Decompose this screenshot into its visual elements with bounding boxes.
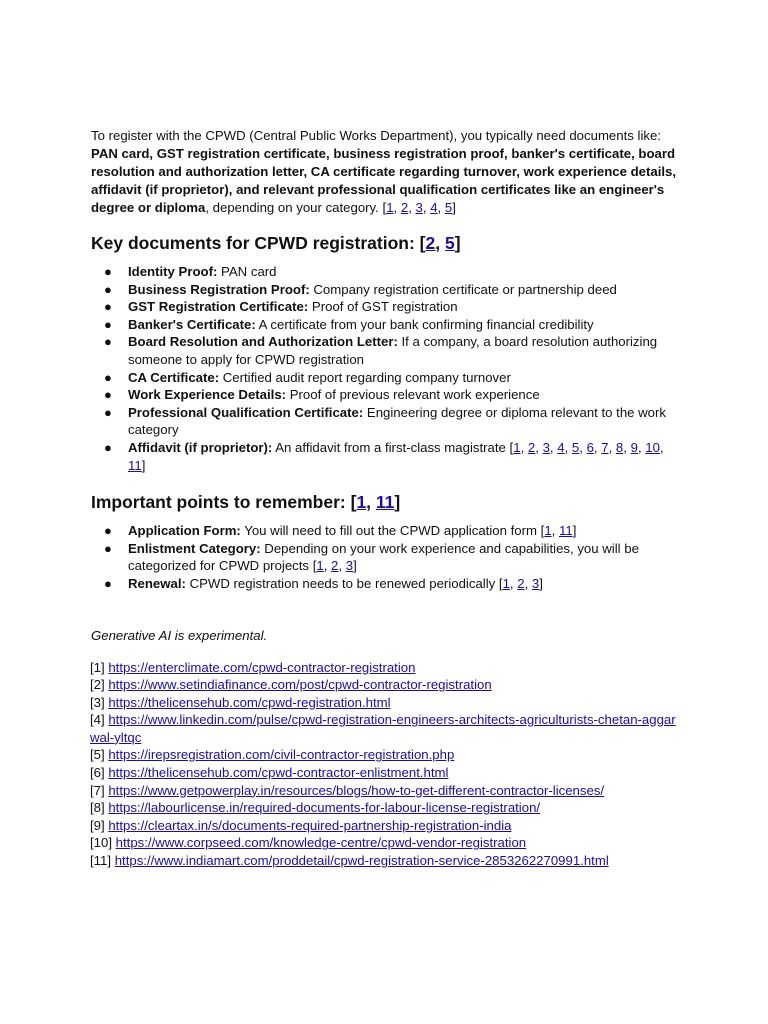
- citation-bracket: ]: [394, 492, 401, 513]
- important-points-list: [91, 522, 681, 592]
- bullet-icon: ●: [104, 281, 112, 297]
- citation-link[interactable]: 4: [430, 200, 438, 215]
- list-item-text: Engineering degree or diploma relevant to the work category: [128, 404, 666, 438]
- list-item: [91, 369, 681, 387]
- list-item-label: CA Certificate:: [128, 369, 220, 385]
- reference-link[interactable]: https://thelicensehub.com/cpwd-contractor-enlistment.html: [108, 765, 449, 781]
- reference-link[interactable]: https://thelicensehub.com/cpwd-registration.html: [108, 694, 391, 710]
- citation-link[interactable]: 2: [331, 558, 339, 574]
- list-item: [91, 386, 681, 404]
- citation-link[interactable]: 3: [415, 200, 423, 215]
- bullet-icon: ●: [104, 439, 112, 455]
- reference-link[interactable]: https://www.linkedin.com/pulse/cpwd-registration-engineers-architects-agriculturists-chetan-aggarwal-yltqc: [90, 712, 676, 745]
- bullet-icon: ●: [104, 575, 112, 591]
- list-item-label: Business Registration Proof:: [128, 281, 310, 297]
- citation-link[interactable]: 1: [316, 558, 324, 574]
- list-item: [91, 263, 681, 281]
- reference-number: [11]: [90, 853, 112, 869]
- bullet-icon: ●: [104, 316, 112, 332]
- list-item: [91, 333, 681, 368]
- intro-bold-list: PAN card, GST registration certificate, business registration proof, banker's certificate, board resolution and authorization letter, CA certificate regarding turnover, work experience details, affidavit (if proprietor), and relevant professional qualification certificates like an engineer's degree or diploma: [91, 146, 677, 215]
- reference-number: [6]: [90, 765, 105, 781]
- citation-link[interactable]: 7: [601, 439, 609, 455]
- reference-number: [8]: [90, 800, 105, 816]
- bullet-icon: ●: [104, 540, 112, 556]
- citation-link[interactable]: 1: [544, 523, 552, 539]
- list-item: [91, 439, 681, 474]
- references-list: [90, 659, 681, 870]
- citation-link[interactable]: 11: [128, 457, 142, 473]
- reference-item: [90, 852, 684, 870]
- citation-link[interactable]: 1: [386, 200, 394, 215]
- reference-link[interactable]: https://cleartax.in/s/documents-required-partnership-registration-india: [108, 817, 512, 833]
- reference-number: [3]: [90, 694, 105, 710]
- key-documents-citations: [2, 5]: [419, 233, 461, 253]
- reference-link[interactable]: https://enterclimate.com/cpwd-contractor-registration: [108, 659, 416, 675]
- list-item-text: PAN card: [217, 264, 277, 279]
- key-documents-list: [91, 263, 681, 474]
- list-item: [91, 316, 681, 334]
- document-body: [91, 127, 681, 870]
- citation-bracket: [: [540, 523, 545, 539]
- list-item-text: You will need to fill out the CPWD application form: [240, 523, 541, 539]
- intro-tail: , depending on your category.: [205, 200, 383, 215]
- reference-link[interactable]: https://www.getpowerplay.in/resources/blogs/how-to-get-different-contractor-licenses/: [108, 782, 605, 798]
- important-points-citations: [1, 11]: [350, 492, 401, 513]
- reference-number: [9]: [90, 817, 105, 833]
- reference-item: [90, 799, 684, 817]
- reference-item: [90, 676, 684, 694]
- citation-bracket: [: [419, 233, 426, 253]
- list-item: [91, 281, 681, 299]
- key-documents-heading: [91, 231, 681, 255]
- citation-link[interactable]: 11: [375, 492, 395, 513]
- list-item-label: Work Experience Details:: [128, 387, 287, 403]
- list-item-text: Proof of GST registration: [308, 299, 458, 315]
- list-item-label: Renewal:: [128, 575, 186, 591]
- citation-bracket: [: [509, 439, 514, 455]
- citation-link[interactable]: 8: [615, 439, 624, 455]
- disclaimer-text: Generative AI is experimental.: [91, 627, 268, 643]
- bullet-icon: ●: [104, 369, 112, 385]
- bullet-icon: ●: [104, 523, 112, 539]
- bullet-icon: ●: [104, 387, 112, 403]
- list-item-label: Application Form:: [128, 523, 241, 539]
- reference-item: [90, 782, 684, 800]
- citation-link[interactable]: 5: [444, 233, 455, 253]
- list-item: [91, 540, 681, 575]
- citation-link[interactable]: 11: [558, 523, 573, 539]
- bullet-icon: ●: [104, 264, 112, 279]
- list-item: [91, 298, 681, 316]
- intro-lead: To register with the CPWD (Central Public Works Department), you typically need documents like:: [91, 128, 661, 143]
- list-item: [91, 575, 681, 593]
- citation-link[interactable]: 1: [356, 492, 367, 513]
- citation-link[interactable]: 1: [513, 439, 521, 455]
- citation-link[interactable]: 3: [345, 558, 354, 574]
- reference-item: [90, 694, 684, 712]
- list-item-citations: [1, 2, 3]: [498, 575, 543, 591]
- citation-link[interactable]: 1: [502, 575, 510, 591]
- list-item-text: Company registration certificate or partnership deed: [309, 281, 617, 297]
- list-item-label: Professional Qualification Certificate:: [128, 404, 364, 420]
- reference-item: [90, 834, 684, 852]
- reference-number: [7]: [90, 782, 105, 798]
- citation-link[interactable]: 5: [444, 200, 453, 215]
- reference-item: [90, 746, 684, 764]
- intro-citations: [1, 2, 3, 4, 5]: [382, 200, 456, 215]
- citation-bracket: [: [498, 575, 503, 591]
- reference-number: [2]: [90, 677, 105, 693]
- list-item-text: An affidavit from a first-class magistrate: [272, 439, 510, 455]
- bullet-icon: ●: [104, 404, 112, 420]
- citation-link[interactable]: 5: [571, 439, 580, 455]
- list-item-citations: [1, 2, 3]: [312, 558, 357, 574]
- citation-bracket: ]: [572, 523, 577, 539]
- citation-link[interactable]: 4: [557, 439, 565, 455]
- bullet-icon: ●: [104, 334, 112, 350]
- reference-link[interactable]: https://www.corpseed.com/knowledge-centre/cpwd-vendor-registration: [115, 835, 527, 851]
- citation-bracket: ]: [539, 575, 543, 591]
- list-item-citations: [1, 2, 3, 4, 5, 6, 7, 8, 9, 10, 11]: [128, 439, 664, 473]
- reference-item: [90, 764, 684, 782]
- citation-link[interactable]: 6: [586, 439, 594, 455]
- citation-link[interactable]: 3: [531, 575, 540, 591]
- citation-link[interactable]: 2: [517, 575, 525, 591]
- list-item-text: Depending on your work experience and capabilities, you will be categorized for CPWD projects: [128, 540, 639, 574]
- list-item-text: A certificate from your bank confirming financial credibility: [255, 316, 594, 332]
- citation-link[interactable]: 2: [527, 439, 536, 455]
- citation-bracket: ]: [454, 233, 461, 253]
- citation-link[interactable]: 10: [645, 439, 660, 455]
- reference-link[interactable]: https://www.setindiafinance.com/post/cpwd-contractor-registration: [108, 677, 492, 693]
- reference-item: [90, 817, 684, 835]
- reference-number: [4]: [90, 712, 105, 728]
- citation-link[interactable]: 3: [542, 439, 550, 455]
- citation-bracket: [: [350, 492, 357, 513]
- reference-number: [1]: [90, 659, 105, 675]
- list-item-text: If a company, a board resolution authorizing someone to apply for CPWD registration: [128, 334, 658, 367]
- citation-bracket: ]: [141, 457, 146, 473]
- citation-bracket: [: [382, 200, 387, 215]
- important-points-heading: [91, 490, 681, 514]
- reference-number: [10]: [90, 835, 112, 851]
- list-item-text: Proof of previous relevant work experience: [286, 387, 540, 403]
- citation-link[interactable]: 9: [630, 439, 638, 455]
- list-item-text: CPWD registration needs to be renewed periodically: [185, 575, 499, 591]
- reference-item: [90, 711, 684, 746]
- citation-bracket: ]: [353, 558, 357, 574]
- list-item-label: Identity Proof:: [128, 264, 218, 279]
- bullet-icon: ●: [104, 299, 112, 315]
- reference-link[interactable]: https://www.indiamart.com/proddetail/cpwd-registration-service-2853262270991.html: [114, 853, 609, 869]
- list-item: [91, 522, 681, 540]
- citation-link[interactable]: 2: [400, 200, 409, 215]
- list-item: [91, 404, 681, 439]
- list-item-label: Banker's Certificate:: [128, 316, 256, 332]
- citation-bracket: ]: [452, 200, 456, 215]
- citation-link[interactable]: 2: [425, 233, 436, 253]
- list-item-text: Certified audit report regarding company turnover: [219, 369, 511, 385]
- intro-paragraph: [91, 127, 681, 217]
- list-item-label: Board Resolution and Authorization Letter:: [128, 334, 398, 350]
- reference-number: [5]: [90, 747, 105, 763]
- reference-item: [90, 659, 684, 677]
- reference-link[interactable]: https://irepsregistration.com/civil-contractor-registration.php: [108, 747, 455, 763]
- key-documents-title: Key documents for CPWD registration:: [91, 233, 420, 253]
- list-item-citations: [1, 11]: [540, 523, 577, 539]
- list-item-label: Enlistment Category:: [128, 540, 261, 556]
- reference-link[interactable]: https://labourlicense.in/required-documents-for-labour-license-registration/: [108, 800, 541, 816]
- important-points-title: Important points to remember:: [91, 492, 351, 513]
- list-item-label: Affidavit (if proprietor):: [128, 439, 273, 455]
- list-item-label: GST Registration Certificate:: [128, 299, 309, 315]
- citation-bracket: [: [312, 558, 317, 574]
